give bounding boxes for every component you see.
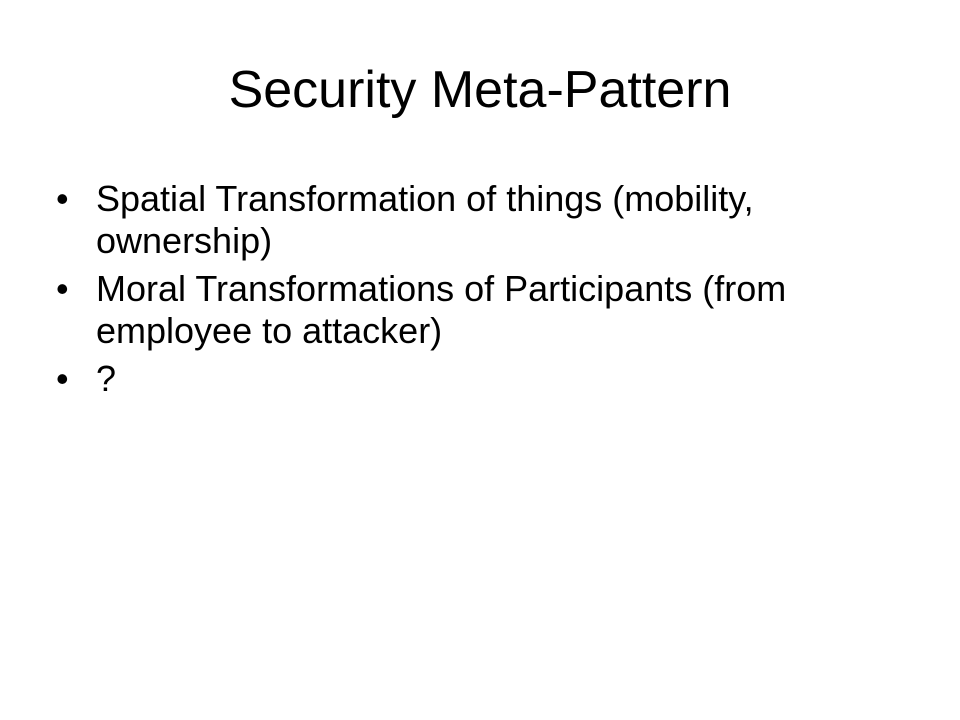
bullet-item (56, 178, 916, 262)
bullet-marker: • (56, 178, 69, 219)
slide-title: Security Meta-Pattern (228, 61, 732, 119)
bullet-list (56, 178, 916, 406)
bullet-text: Spatial Transformation of things (mobility, ownership) (96, 178, 754, 261)
bullet-marker: • (56, 358, 69, 399)
bullet-text: ? (96, 358, 117, 399)
bullet-item (56, 268, 916, 352)
bullet-marker: • (56, 268, 69, 309)
bullet-item (56, 358, 916, 400)
bullet-text: Moral Transformations of Participants (from employee to attacker) (96, 268, 787, 351)
